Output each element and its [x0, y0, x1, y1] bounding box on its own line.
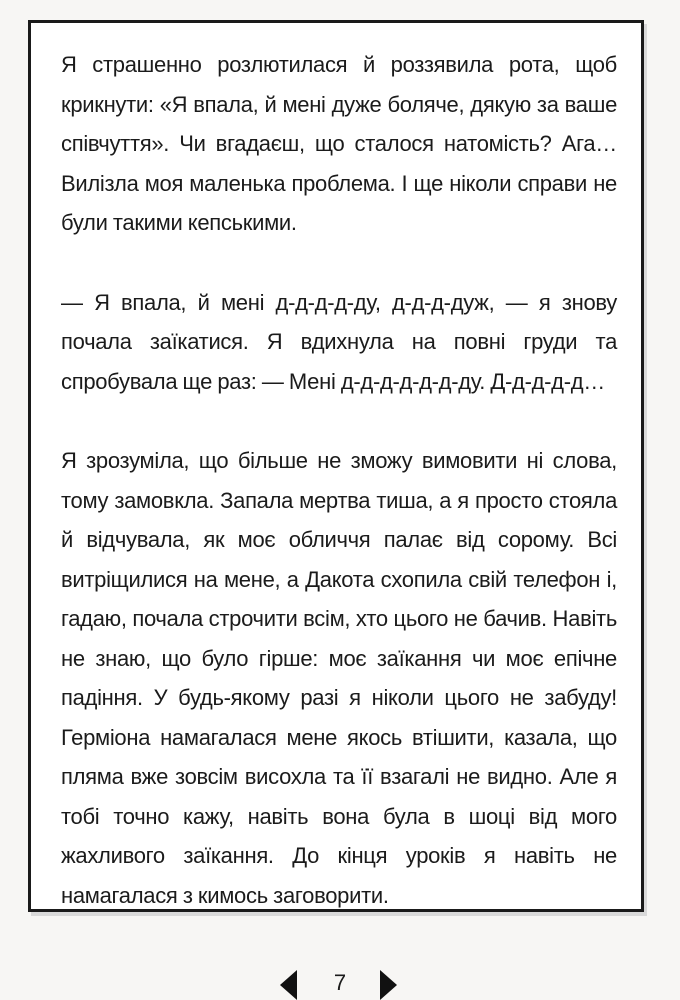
- previous-page-icon[interactable]: [280, 970, 297, 1000]
- paragraph-1: Я страшенно розлютилася й роззявила рота, щоб крикнути: «Я впала, й мені дуже боляче, дякую за ваше співчуття». Чи вгадаєш, що сталося натомість? Ага… Вилізла моя маленька проблема. І ще ніколи справи не були такими кепськими.: [61, 52, 617, 235]
- page-text: [61, 45, 617, 915]
- next-page-icon[interactable]: [380, 970, 397, 1000]
- text-frame: [28, 20, 644, 912]
- paragraph-3: Я зрозуміла, що більше не зможу вимовити ні слова, тому замовкла. Запала мертва тиша, а я просто стояла й відчувала, як моє обличчя палає від сорому. Всі витріщилися на мене, а Дакота схопила свій телефон і, гадаю, почала строчити всім, хто цього не бачив. Навіть не знаю, що було гірше: моє заїкання чи моє епічне падіння. У будь-якому разі я ніколи цього не забуду! Герміона намагалася мене якось втішити, казала, що пляма вже зовсім висохла та її взагалі не видно. Але я тобі точно кажу, навіть вона була в шоці від мого жахливого заїкання. До кінця уроків я навіть не намагалася з кимось заговорити.: [61, 448, 617, 908]
- page-number: 7: [333, 970, 347, 995]
- paragraph-2: — Я впала, й мені д-д-д-д-ду, д-д-д-дуж, — я знову почала заїкатися. Я вдихнула на повні груди та спробувала ще раз: — Мені д-д-д-д-д-д-ду. Д-д-д-д-д…: [61, 289, 617, 394]
- page-navigation: [0, 964, 680, 1000]
